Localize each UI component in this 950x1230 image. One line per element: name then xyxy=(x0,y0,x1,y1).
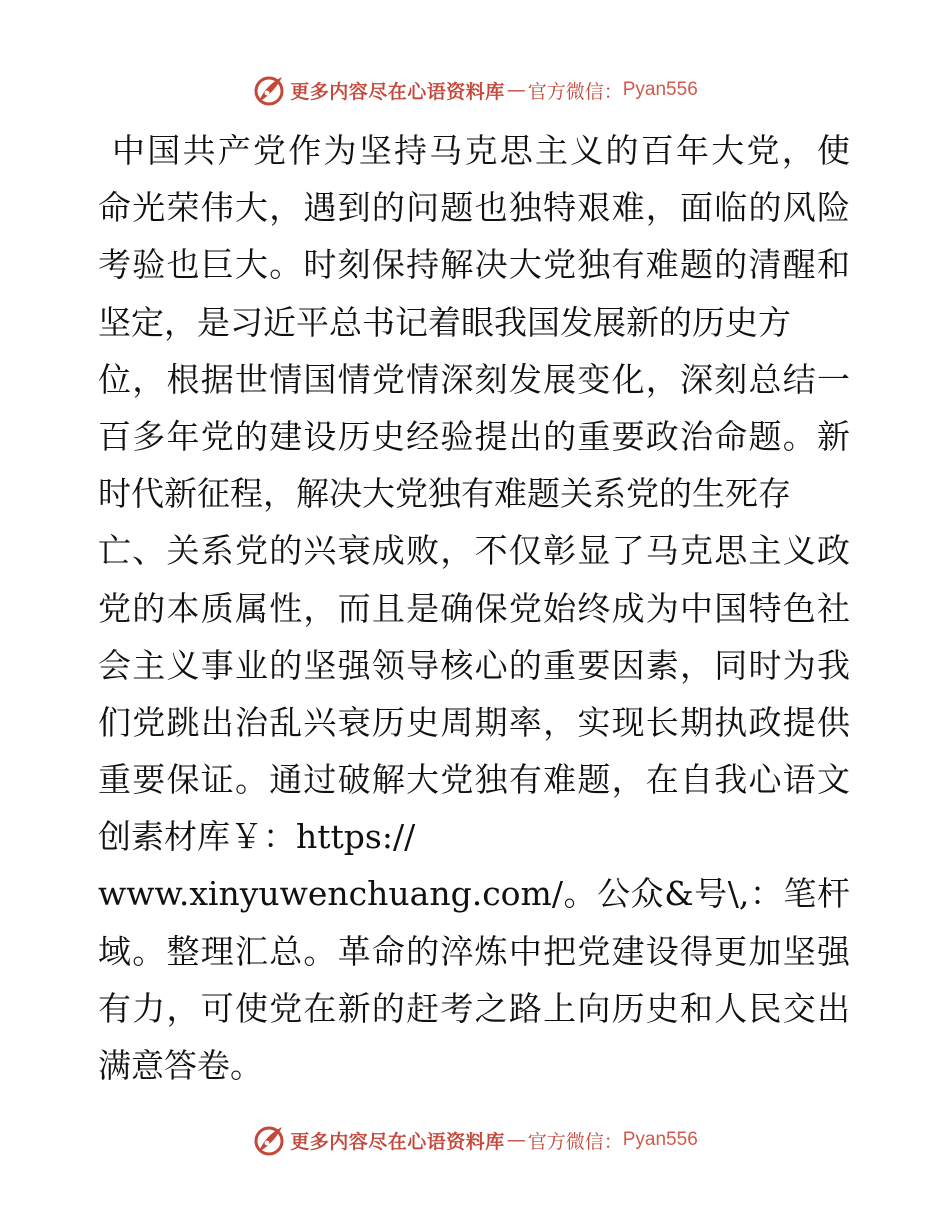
body-line: 百多年党的建设历史经验提出的重要政治命题。新 xyxy=(98,416,850,456)
banner-main-text: 更多内容尽在心语资料库 xyxy=(290,80,505,103)
banner-wechat-id: Pyan556 xyxy=(622,79,698,100)
body-line: www.xinyuwenchuang.com/。公众&号\,：笔杆 xyxy=(98,874,850,914)
body-line: 创素材库￥：https:// xyxy=(98,817,416,857)
banner-dash: — xyxy=(506,1129,526,1151)
quill-pen-circle-logo-icon xyxy=(252,73,286,107)
body-line: 会主义事业的坚强领导核心的重要因素，同时为我 xyxy=(98,645,850,685)
header-banner xyxy=(0,70,950,110)
body-line: 坚定，是习近平总书记着眼我国发展新的历史方 xyxy=(98,302,791,342)
body-line: 党的本质属性，而且是确保党始终成为中国特色社 xyxy=(98,588,850,628)
body-line: 考验也巨大。时刻保持解决大党独有难题的清醒和 xyxy=(98,245,850,285)
article-body xyxy=(98,122,850,1094)
body-line: 有力，可使党在新的赶考之路上向历史和人民交出 xyxy=(98,988,850,1028)
body-line: 亡、关系党的兴衰成败，不仅彰显了马克思主义政 xyxy=(98,531,850,571)
body-line: 们党跳出治乱兴衰历史周期率，实现长期执政提供 xyxy=(98,702,850,742)
body-line: 命光荣伟大，遇到的问题也独特艰难，面临的风险 xyxy=(98,188,850,228)
banner-official-label: 官方微信： xyxy=(527,80,623,103)
banner-main-text: 更多内容尽在心语资料库 xyxy=(290,1130,505,1153)
body-line: 位，根据世情国情党情深刻发展变化，深刻总结一 xyxy=(98,359,850,399)
banner-dash: — xyxy=(506,79,526,101)
body-line: 中国共产党作为坚持马克思主义的百年大党，使 xyxy=(112,131,850,170)
quill-pen-circle-logo-icon xyxy=(252,1123,286,1157)
body-line: 重要保证。通过破解大党独有难题，在自我心语文 xyxy=(98,760,850,800)
body-line: 时代新征程，解决大党独有难题关系党的生死存 xyxy=(98,474,791,514)
body-line: 域。整理汇总。革命的淬炼中把党建设得更加坚强 xyxy=(98,931,850,971)
banner-official-label: 官方微信： xyxy=(527,1130,623,1153)
body-line: 满意答卷。 xyxy=(98,1046,263,1085)
banner-wechat-id: Pyan556 xyxy=(622,1129,698,1150)
footer-banner xyxy=(0,1120,950,1160)
